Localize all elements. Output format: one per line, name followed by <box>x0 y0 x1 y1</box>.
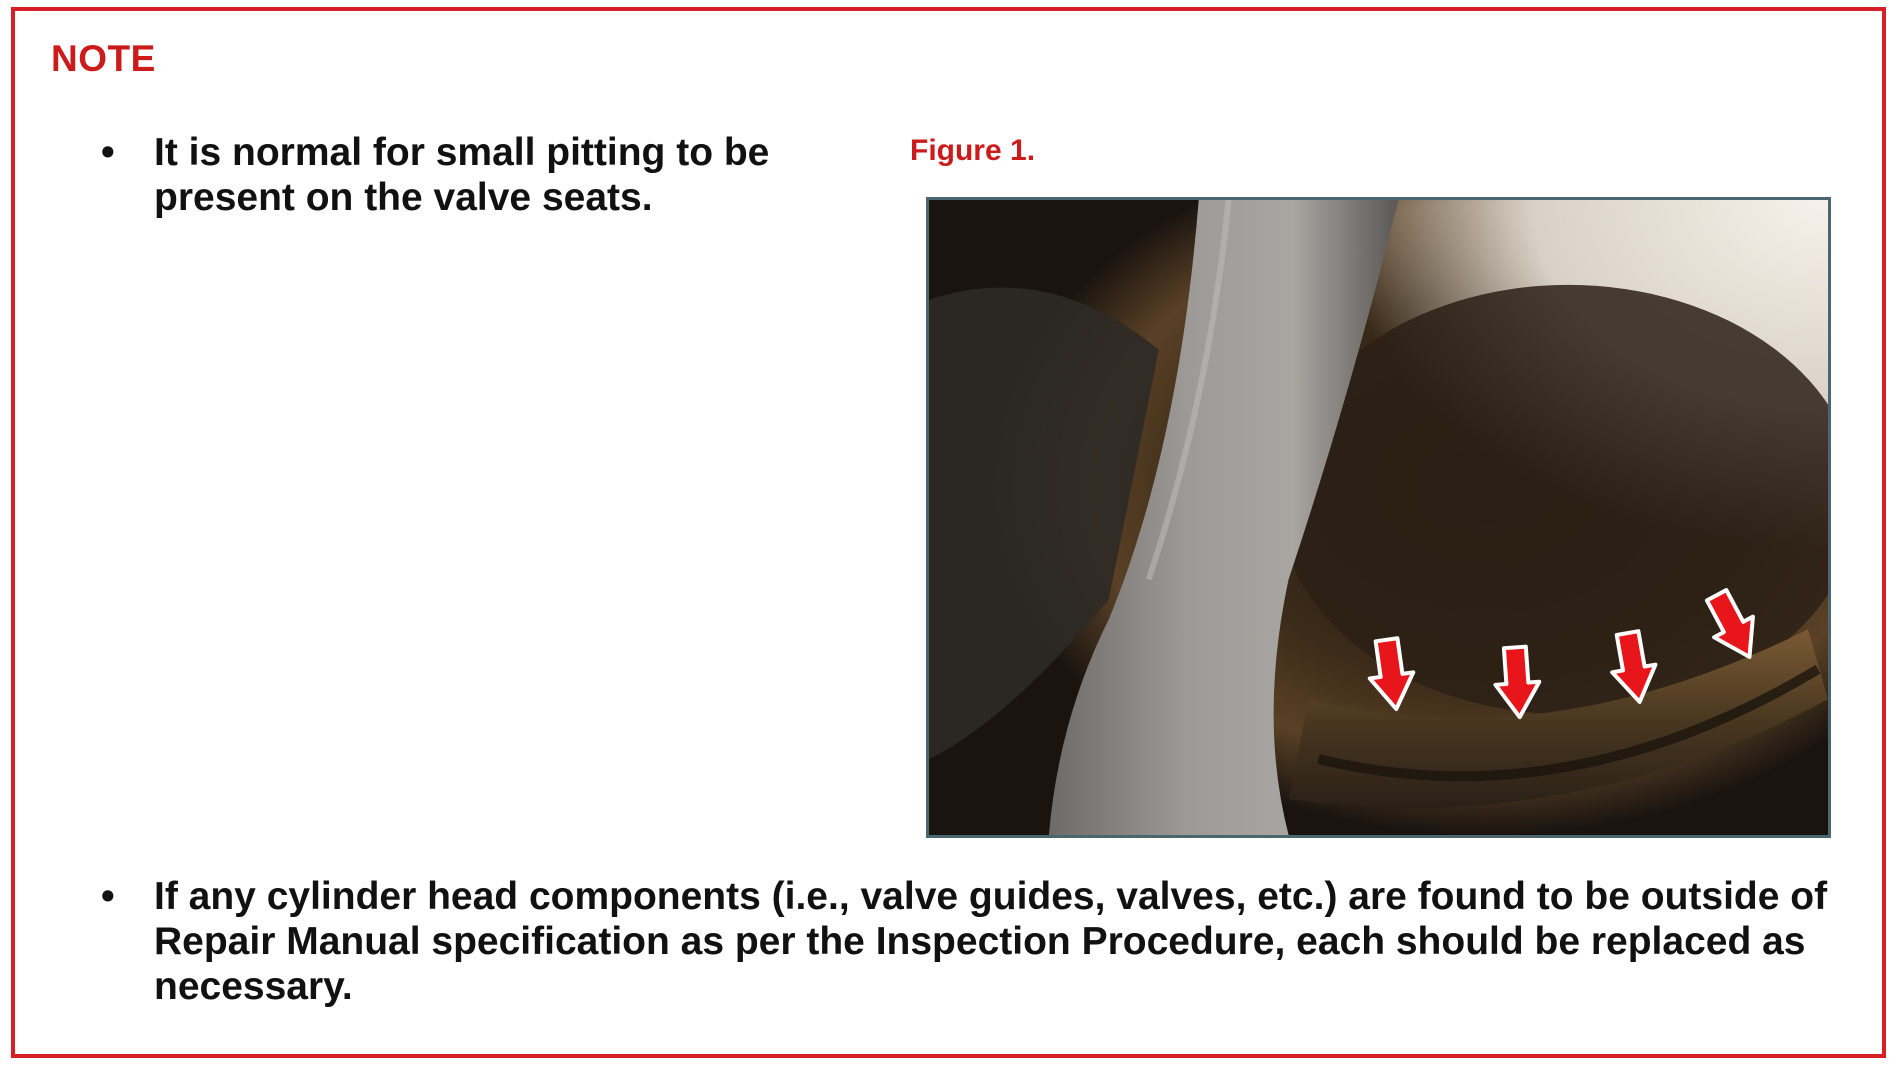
valve-seat-photo <box>926 197 1831 838</box>
bullet-marker: • <box>101 875 115 918</box>
bullet-item-pitting <box>101 130 871 220</box>
note-title: NOTE <box>51 38 156 79</box>
figure-label: Figure 1. <box>910 134 1036 167</box>
bullet-text: It is normal for small pitting to be present on the valve seats. <box>154 131 770 219</box>
bullet-item-replace <box>101 874 1881 1009</box>
bullet-marker: • <box>101 131 115 174</box>
bullet-text: If any cylinder head components (i.e., valve guides, valves, etc.) are found to be outside of Repair Manual specification as per the Inspection Procedure, each should be replaced as necessary. <box>154 875 1828 1008</box>
valve-seat-photo-illustration <box>929 200 1828 835</box>
